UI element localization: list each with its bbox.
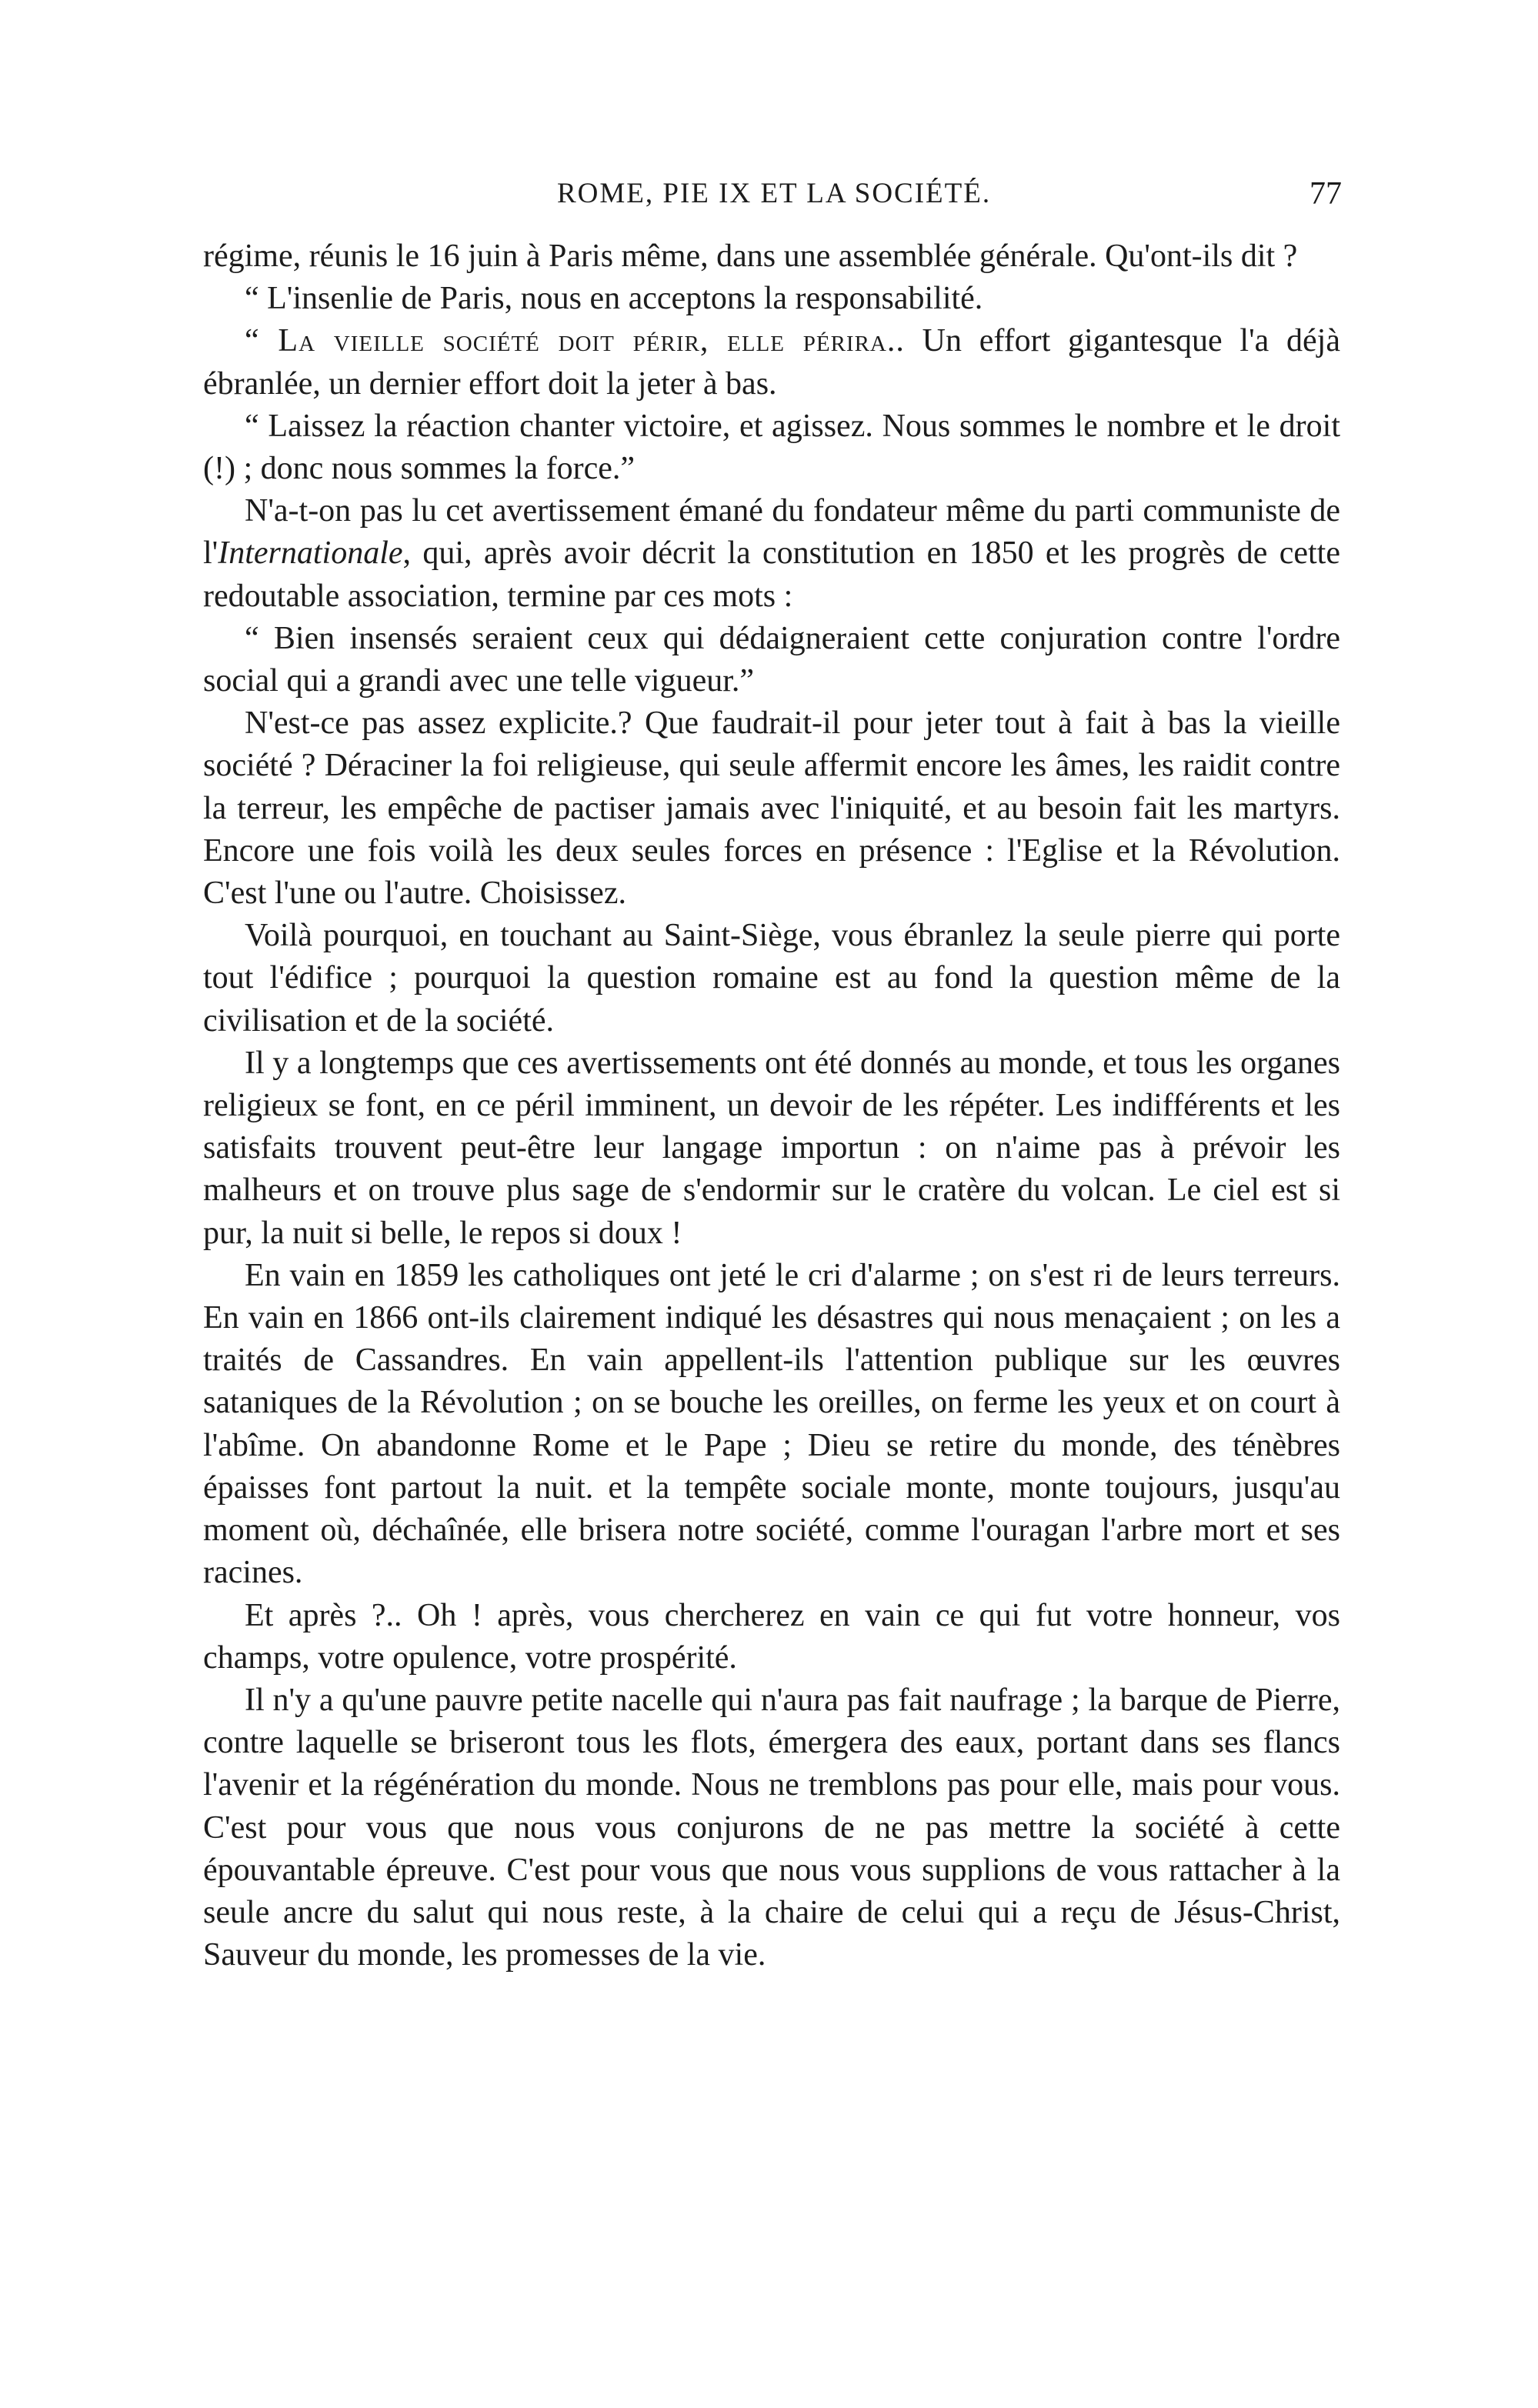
paragraph-3-quote <box>203 320 1340 405</box>
paragraph-8: Voilà pourquoi, en touchant au Saint-Siège, vous ébranlez la seule pierre qui porte tout l'édifice ; pourquoi la question romaine est au fond la question même de la civilisation et de la société. <box>203 918 1340 1039</box>
paragraph-2-quote: “ L'insenlie de Paris, nous en acceptons la responsabilité. <box>245 281 983 317</box>
paragraph-12: Il n'y a qu'une pauvre petite nacelle qui n'aura pas fait naufrage ; la barque de Pierre, contre laquelle se briseront tous les flots, émergera des eaux, portant dans ses flancs l'avenir et la régénération du monde. Nous ne tremblons pas pour elle, mais pour vous. C'est pour vous que nous vous conjurons de ne pas mettre la société à cette épouvantable épreuve. C'est pour vous que nous vous supplions de vous rattacher à la seule ancre du salut qui nous reste, à la chaire de celui qui a reçu de Jésus-Christ, Sauveur du monde, les promesses de la vie. <box>203 1682 1340 1973</box>
paragraph-1: régime, réunis le 16 juin à Paris même, dans une assemblée générale. Qu'ont-ils dit ? <box>203 238 1298 274</box>
body-text <box>203 235 1340 1976</box>
paragraph-10: En vain en 1859 les catholiques ont jeté le cri d'alarme ; on s'est ri de leurs terreurs. En vain en 1866 ont-ils clairement indiqué les désastres qui nous menaçaient ; on les a traités de Cassandres. En vain appellent-ils l'attention publique sur les œuvres sataniques de la Révolution ; on se bouche les oreilles, on ferme les yeux et on court à l'abîme. On abandonne Rome et le Pape ; Dieu se retire du monde, des ténèbres épaisses font partout la nuit. et la tempête sociale monte, monte toujours, jusqu'au moment où, déchaînée, elle brisera notre société, comme l'ouragan l'arbre mort et ses racines. <box>203 1257 1340 1591</box>
paragraph-7: N'est-ce pas assez explicite.? Que faudrait-il pour jeter tout à fait à bas la vieille société ? Déraciner la foi religieuse, qui seule affermit encore les âmes, les raidit contre la terreur, les empêche de pactiser jamais avec l'iniquité, et au besoin fait les martyrs. Encore une fois voilà les deux seules forces en présence : l'Eglise et la Révolution. C'est l'une ou l'autre. Choisissez. <box>203 705 1340 912</box>
running-title: ROME, PIE IX ET LA SOCIÉTÉ. <box>557 178 992 209</box>
small-caps-phrase: “ La vieille société doit périr, elle périra.. <box>245 323 905 359</box>
paragraph-5-after: , qui, après avoir décrit la constitution en 1850 et les progrès de cette redoutable association, termine par ces mots : <box>203 535 1340 614</box>
internationale-italic: Internationale <box>218 535 403 572</box>
paragraph-9: Il y a longtemps que ces avertissements ont été donnés au monde, et tous les organes religieux se font, en ce péril imminent, un devoir de les répéter. Les indifférents et les satisfaits trouvent peut-être leur langage importun : on n'aime pas à prévoir les malheurs et on trouve plus sage de s'endormir sur le cratère du volcan. Le ciel est si pur, la nuit si belle, le repos si doux ! <box>203 1045 1340 1251</box>
paragraph-11: Et après ?.. Oh ! après, vous chercherez en vain ce qui fut votre honneur, vos champs, votre opulence, votre prospérité. <box>203 1597 1340 1676</box>
paragraph-3-text: Un effort gigantesque l'a déjà ébranlée, un dernier effort doit la jeter à bas. <box>203 323 1340 402</box>
page-number: 77 <box>1309 176 1342 212</box>
paragraph-5 <box>203 490 1340 618</box>
paragraph-5-before: N'a-t-on pas lu cet avertissement émané du fondateur même du parti communiste de l' <box>203 493 1340 572</box>
paragraph-6-quote: “ Bien insensés seraient ceux qui dédaigneraient cette conjuration contre l'ordre social qui a grandi avec une telle vigueur.” <box>203 620 1340 699</box>
paragraph-4-quote: “ Laissez la réaction chanter victoire, et agissez. Nous sommes le nombre et le droit (!) ; donc nous sommes la force.” <box>203 408 1340 487</box>
running-head <box>203 171 1342 217</box>
